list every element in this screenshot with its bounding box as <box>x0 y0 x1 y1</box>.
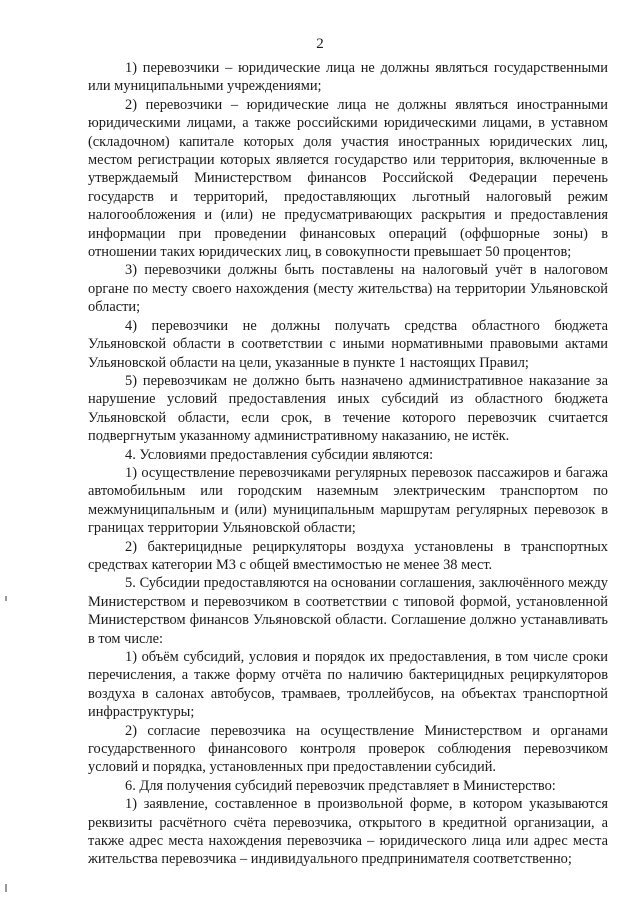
paragraph: 2) согласие перевозчика на осуществление Министерством и органами государственного финансового контроля проверок соблюдения перевозчиком условий и порядка, установленных при предоставлении субсидий. <box>88 722 608 776</box>
paragraph: 1) заявление, составленное в произвольной форме, в котором указываются реквизиты расчётного счёта перевозчика, открытого в кредитной организации, а также адрес места нахождения перевозчика – юридического лица или адрес места жительства перевозчика – индивидуального предпринимателя соответственно; <box>88 796 608 868</box>
paragraph: 1) объём субсидий, условия и порядок их предоставления, в том числе сроки перечисления, а также форму отчёта по наличию бактерицидных рециркуляторов воздуха в салонах автобусов, трамваев, троллейбусов, на объектах транспортной инфраструктуры; <box>88 649 608 721</box>
document-body <box>88 59 608 869</box>
paragraph: 3) перевозчики должны быть поставлены на налоговый учёт в налоговом органе по месту своего нахождения (месту жительства) на территории Ульяновской области; <box>88 262 608 316</box>
paragraph: 6. Для получения субсидий перевозчик представляет в Министерство: <box>125 777 556 794</box>
paragraph: 1) осуществление перевозчиками регулярных перевозок пассажиров и багажа автомобильным или городским наземным электрическим транспортом по межмуниципальным и (или) муниципальным маршрутам регулярных перевозок в границах территории Ульяновской области; <box>88 464 608 537</box>
scan-edge-mark <box>5 596 7 601</box>
paragraph: 4) перевозчики не должны получать средства областного бюджета Ульяновской области в соответствии с иными нормативными правовыми актами Ульяновской области на цели, указанные в пункте 1 настоящих Правил; <box>88 317 608 371</box>
paragraph: 4. Условиями предоставления субсидии являются: <box>125 446 434 463</box>
paragraph: 2) бактерицидные рециркуляторы воздуха установлены в транспортных средствах категории М3 с общей вместимостью не менее 38 мест. <box>88 538 608 573</box>
paragraph: 2) перевозчики – юридические лица не должны являться иностранными юридическими лицами, а также российскими юридическими лицами, в уставном (складочном) капитале которых доля участия иностранных юридических лиц, местом регистрации которых является государство или территория, включенные в утверждаемый Министерством финансов Российской Федерации перечень государств и территорий, предоставляющих льготный налоговый режим налогообложения и (или) не предусматривающих раскрытия и предоставления информации при проведении финансовых операций (оффшорные зоны) в отношении таких юридических лиц, в совокупности превышает 50 процентов; <box>88 96 608 261</box>
page-number: 2 <box>316 36 324 52</box>
scan-edge-mark <box>5 884 7 892</box>
paragraph: 5. Субсидии предоставляются на основании соглашения, заключённого между Министерством и перевозчиком в соответствии с типовой формой, установленной Министерством финансов Ульяновской области. Соглашение должно устанавливать в том числе: <box>88 575 608 647</box>
paragraph: 5) перевозчикам не должно быть назначено административное наказание за нарушение условий предоставления иных субсидий из областного бюджета Ульяновской области, если срок, в течение которого перевозчик считается подвергнутым указанному административному наказанию, не истёк. <box>88 372 608 445</box>
paragraph: 1) перевозчики – юридические лица не должны являться государственными или муниципальными учреждениями; <box>88 60 608 95</box>
